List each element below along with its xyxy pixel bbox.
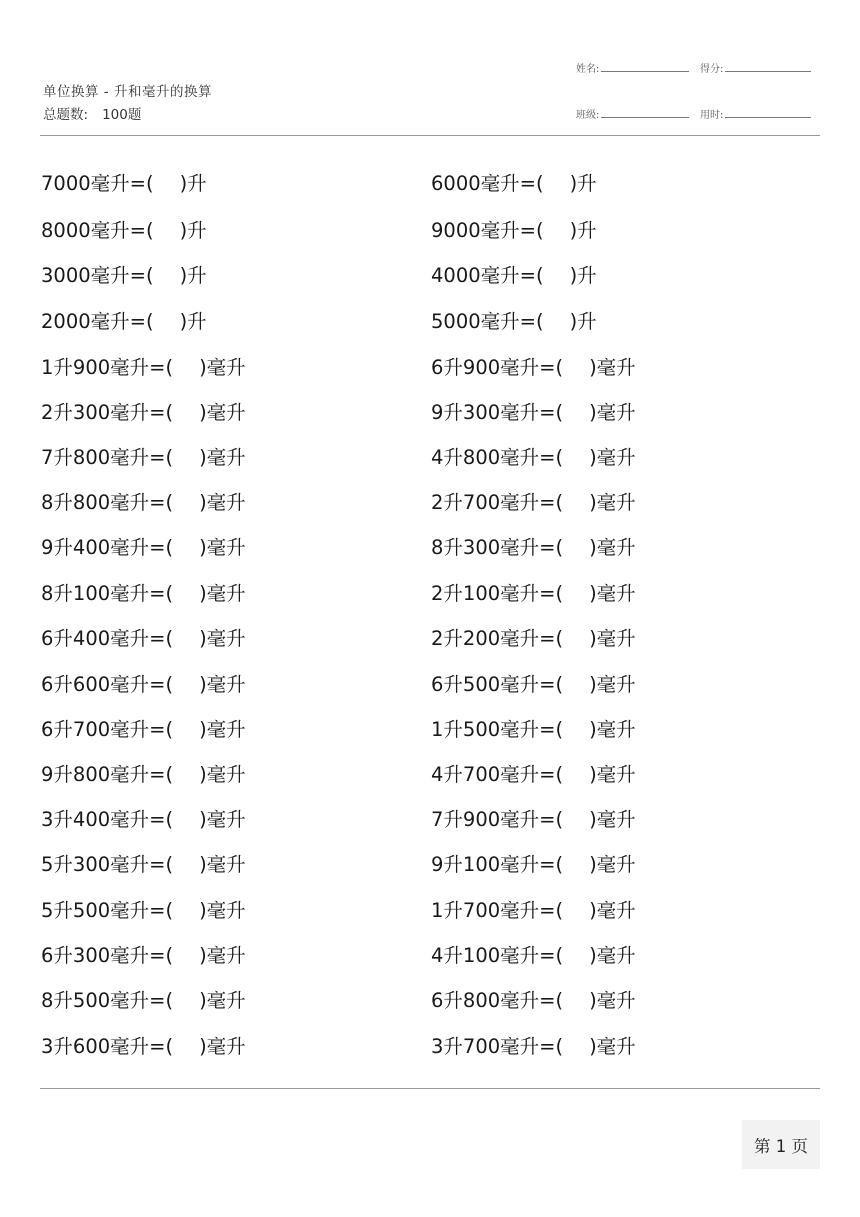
class-label: 班级: [576,110,600,121]
problem-item [431,898,636,924]
problem-question: 6升900毫升=( [431,356,564,379]
page-number: 第 1 页 [742,1120,820,1169]
problem-question: 7升900毫升=( [431,808,564,831]
problem-question: 4升100毫升=( [431,944,564,967]
problem-question: 9升800毫升=( [41,763,174,786]
problem-question: 1升500毫升=( [431,718,564,741]
problem-unit: )毫升 [199,808,246,831]
problem-question: 4000毫升=( [431,264,544,287]
problem-question: 5升500毫升=( [41,899,174,922]
problem-unit: )毫升 [199,446,246,469]
problem-item [431,263,597,289]
time-label: 用时: [700,110,724,121]
problem-question: 3000毫升=( [41,264,154,287]
problem-question: 9升300毫升=( [431,401,564,424]
problem-item [431,535,636,561]
problem-unit: )毫升 [199,673,246,696]
score-label: 得分: [700,64,724,75]
problem-question: 8000毫升=( [41,219,154,242]
problem-item [431,445,636,471]
problem-question: 8升800毫升=( [41,491,174,514]
problem-unit: )毫升 [199,1035,246,1058]
problem-unit: )毫升 [589,491,636,514]
problem-unit: )毫升 [199,401,246,424]
problem-question: 5000毫升=( [431,310,544,333]
problem-question: 2000毫升=( [41,310,154,333]
problem-unit: )升 [179,219,207,242]
problem-unit: )毫升 [589,944,636,967]
problem-question: 9升400毫升=( [41,536,174,559]
problem-question: 7升800毫升=( [41,446,174,469]
problem-question: 6升600毫升=( [41,673,174,696]
problem-item [41,898,246,924]
problem-item [431,626,636,652]
problem-item [41,672,246,698]
problem-item [431,490,636,516]
problem-question: 8升300毫升=( [431,536,564,559]
problem-question: 6升400毫升=( [41,627,174,650]
problem-item [431,355,636,381]
problem-unit: )毫升 [199,899,246,922]
problem-item [41,355,246,381]
problem-item [431,1034,636,1060]
problem-question: 2升200毫升=( [431,627,564,650]
problem-unit: )毫升 [589,401,636,424]
problem-item [431,400,636,426]
problem-unit: )毫升 [199,582,246,605]
problem-item [431,988,636,1014]
problem-unit: )升 [179,172,207,195]
problem-question: 2升700毫升=( [431,491,564,514]
problem-item [41,218,207,244]
problem-unit: )毫升 [589,673,636,696]
problem-unit: )升 [569,264,597,287]
problem-item [431,581,636,607]
problem-item [41,626,246,652]
problem-unit: )毫升 [199,763,246,786]
problem-item [41,1034,246,1060]
problem-item [431,218,597,244]
problem-unit: )毫升 [589,627,636,650]
problem-question: 1升700毫升=( [431,899,564,922]
problem-item [41,852,246,878]
problem-question: 2升300毫升=( [41,401,174,424]
problem-item [41,535,246,561]
problem-unit: )毫升 [199,356,246,379]
problem-item [41,943,246,969]
problem-question: 3升400毫升=( [41,808,174,831]
problem-item [41,263,207,289]
problem-unit: )毫升 [589,808,636,831]
problem-unit: )毫升 [199,627,246,650]
problem-question: 6升700毫升=( [41,718,174,741]
problem-item [41,309,207,335]
problem-question: 8升500毫升=( [41,989,174,1012]
problem-item [431,309,597,335]
problem-unit: )毫升 [199,853,246,876]
problem-unit: )升 [179,310,207,333]
problem-unit: )毫升 [589,446,636,469]
problem-question: 6升500毫升=( [431,673,564,696]
problem-item [431,672,636,698]
problem-item [41,490,246,516]
problem-unit: )毫升 [589,853,636,876]
problem-question: 6升800毫升=( [431,989,564,1012]
problem-unit: )毫升 [199,536,246,559]
problem-item [431,717,636,743]
problem-question: 7000毫升=( [41,172,154,195]
name-label: 姓名: [576,64,600,75]
problem-item [431,943,636,969]
problem-unit: )毫升 [199,491,246,514]
problem-question: 9升100毫升=( [431,853,564,876]
problem-item [41,400,246,426]
problem-item [431,171,597,197]
worksheet-title: 单位换算 - 升和毫升的换算 [43,84,212,100]
problem-question: 2升100毫升=( [431,582,564,605]
problem-item [431,852,636,878]
problem-question: 3升600毫升=( [41,1035,174,1058]
problem-unit: )升 [569,310,597,333]
total-label: 总题数: [43,107,89,123]
problem-unit: )毫升 [589,582,636,605]
problem-item [41,445,246,471]
problem-unit: )毫升 [199,944,246,967]
problem-unit: )升 [569,172,597,195]
problem-item [431,762,636,788]
problem-item [41,807,246,833]
problem-item [41,988,246,1014]
problem-item [41,581,246,607]
problem-unit: )毫升 [589,763,636,786]
problem-item [41,717,246,743]
problem-unit: )毫升 [589,989,636,1012]
problem-question: 4升700毫升=( [431,763,564,786]
problem-unit: )毫升 [589,356,636,379]
problem-question: 3升700毫升=( [431,1035,564,1058]
footer-divider [40,1088,820,1089]
problem-unit: )毫升 [199,989,246,1012]
problem-question: 6000毫升=( [431,172,544,195]
problem-unit: )毫升 [589,718,636,741]
problem-unit: )升 [569,219,597,242]
problem-unit: )毫升 [589,536,636,559]
problem-question: 9000毫升=( [431,219,544,242]
problem-question: 6升300毫升=( [41,944,174,967]
problem-question: 8升100毫升=( [41,582,174,605]
problem-question: 1升900毫升=( [41,356,174,379]
problem-item [41,762,246,788]
total-value: 100题 [102,107,142,123]
problem-unit: )毫升 [589,899,636,922]
problem-item [431,807,636,833]
problem-unit: )毫升 [589,1035,636,1058]
problem-unit: )升 [179,264,207,287]
problem-item [41,171,207,197]
problem-unit: )毫升 [199,718,246,741]
problem-question: 5升300毫升=( [41,853,174,876]
problem-question: 4升800毫升=( [431,446,564,469]
